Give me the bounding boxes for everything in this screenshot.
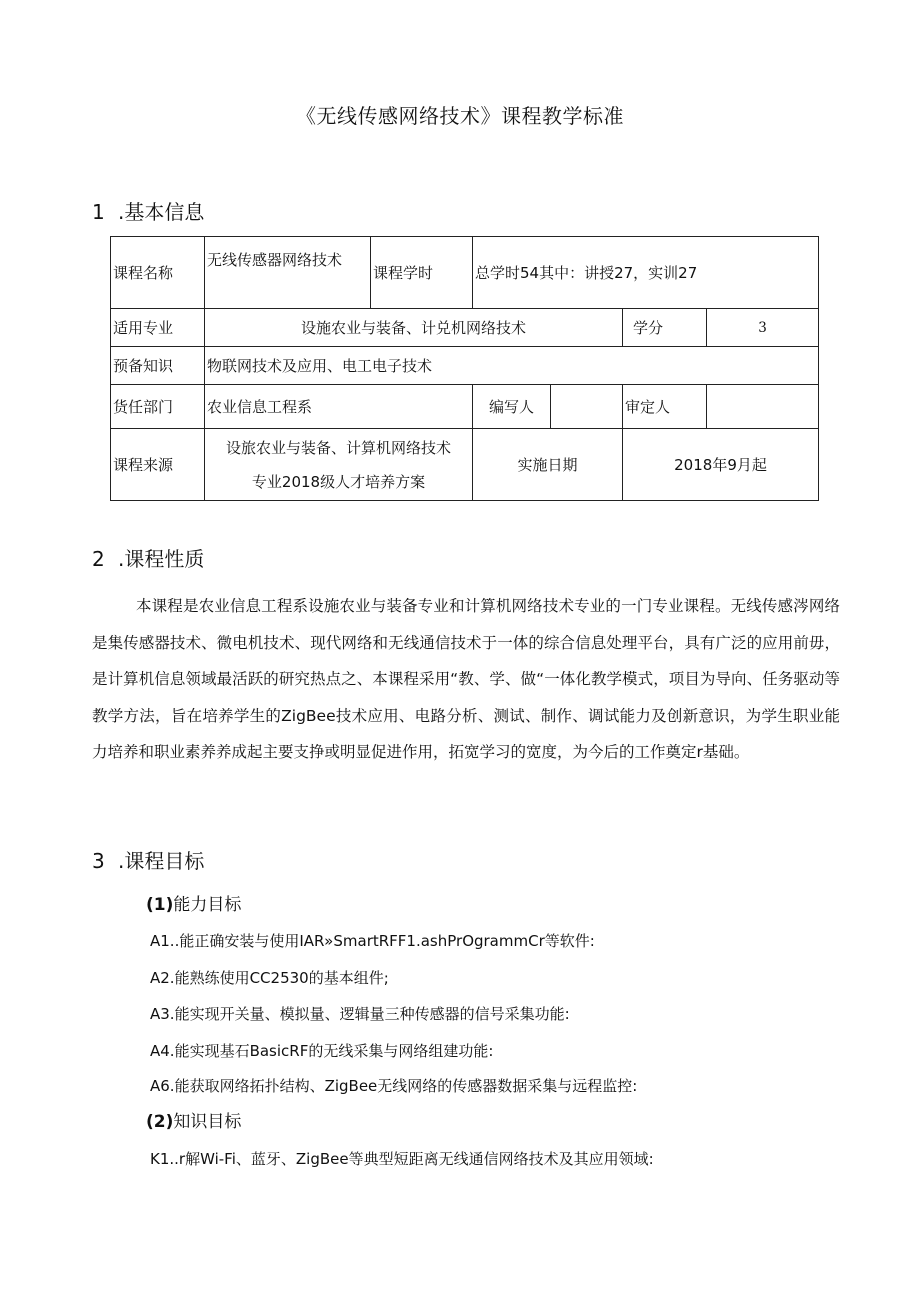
subheading-number: (2) <box>146 1112 174 1132</box>
subheading-ability-goals <box>146 890 241 915</box>
table-cell-value: 总学时54其中：讲授27，实训27 <box>473 237 819 309</box>
section-number: 1 <box>92 200 105 224</box>
table-cell-label: 预备知识 <box>111 347 205 385</box>
table-row <box>111 309 819 347</box>
table-cell-value: 3 <box>707 309 819 347</box>
list-item: A6.能获取网络拓扑结构、ZigBee无线网络的传感器数据采集与远程监控: <box>150 1077 638 1095</box>
table-cell-value: 农业信息工程系 <box>205 385 473 429</box>
subheading-title: 知识目标 <box>173 1112 242 1132</box>
table-cell-label: 课程学时 <box>371 237 473 309</box>
table-cell-value <box>707 385 819 429</box>
table-row <box>111 237 819 309</box>
document-title: 《无线传感网络技术》课程教学标准 <box>296 104 624 128</box>
subheading-number: (1) <box>146 895 174 915</box>
table-cell-label: 编写人 <box>473 385 551 429</box>
section-number: 2 <box>92 547 105 571</box>
list-item: A1..能正确安装与使用IAR»SmartRFF1.ashPrOgrammCr等软件: <box>150 932 595 950</box>
section-number: 3 <box>92 849 105 873</box>
list-item: K1..r解Wi-Fi、蓝牙、ZigBee等典型短距离无线通信网络技术及其应用领域: <box>150 1150 654 1168</box>
table-cell-label: 学分 <box>623 309 707 347</box>
table-row <box>111 429 819 501</box>
list-item: A3.能实现开关量、模拟量、逻辑量三种传感器的信号采集功能: <box>150 1005 570 1023</box>
table-cell-value <box>205 429 473 501</box>
subheading-knowledge-goals <box>146 1107 241 1132</box>
table-cell-value: 设施农业与装备、计兑机网络技术 <box>205 309 623 347</box>
table-cell-value: 物联网技术及应用、电工电子技术 <box>205 347 819 385</box>
section-title: .课程性质 <box>118 547 205 571</box>
course-info-table <box>110 236 819 501</box>
table-cell-value: 2018年9月起 <box>623 429 819 501</box>
course-source-line: 设旅农业与装备、计算机网络技术 <box>225 438 451 457</box>
course-nature-paragraph: 本课程是农业信息工程系设施农业与装备专业和计算机网络技术专业的一门专业课程。无线传感涔网络是集传感器技术、微电机技术、现代网络和无线通信技术于一体的综合信息处理平台，具有广泛的应用前毋，是计算机信息领域最活跃的研究热点之、本课程采用“教、学、做“一体化教学模式，项目为导向、任务驱动等教学方法，旨在培养学生的ZigBee技术应用、电路分析、测试、制作、调试能力及创新意识，为学生职业能力培养和职业素养养成起主要支挣或明显促进作用，拓宽学习的宽度，为今后的工作奠定r基础。 <box>92 597 840 761</box>
course-source-line: 专业2018级人才培养方案 <box>251 472 426 491</box>
list-item: A2.能熟练使用CC2530的基本组件; <box>150 969 389 987</box>
subheading-title: 能力目标 <box>173 895 242 915</box>
table-row <box>111 347 819 385</box>
section-heading-course-nature <box>92 543 204 572</box>
list-item: A4.能实现基石BasicRF的无线采集与网络组建功能: <box>150 1042 494 1060</box>
table-cell-label: 课程来源 <box>111 429 205 501</box>
section-heading-course-goals <box>92 845 204 874</box>
table-cell-label: 货任部门 <box>111 385 205 429</box>
section-heading-basic-info <box>92 196 204 225</box>
table-cell-label: 课程名称 <box>111 237 205 309</box>
table-cell-label: 审定人 <box>623 385 707 429</box>
table-cell-label: 实施日期 <box>473 429 623 501</box>
table-cell-label: 适用专业 <box>111 309 205 347</box>
table-row <box>111 385 819 429</box>
section-title: .课程目标 <box>118 849 205 873</box>
table-cell-value: 无线传感器网络技术 <box>205 237 371 309</box>
section-title: .基本信息 <box>118 200 205 224</box>
table-cell-value <box>551 385 623 429</box>
